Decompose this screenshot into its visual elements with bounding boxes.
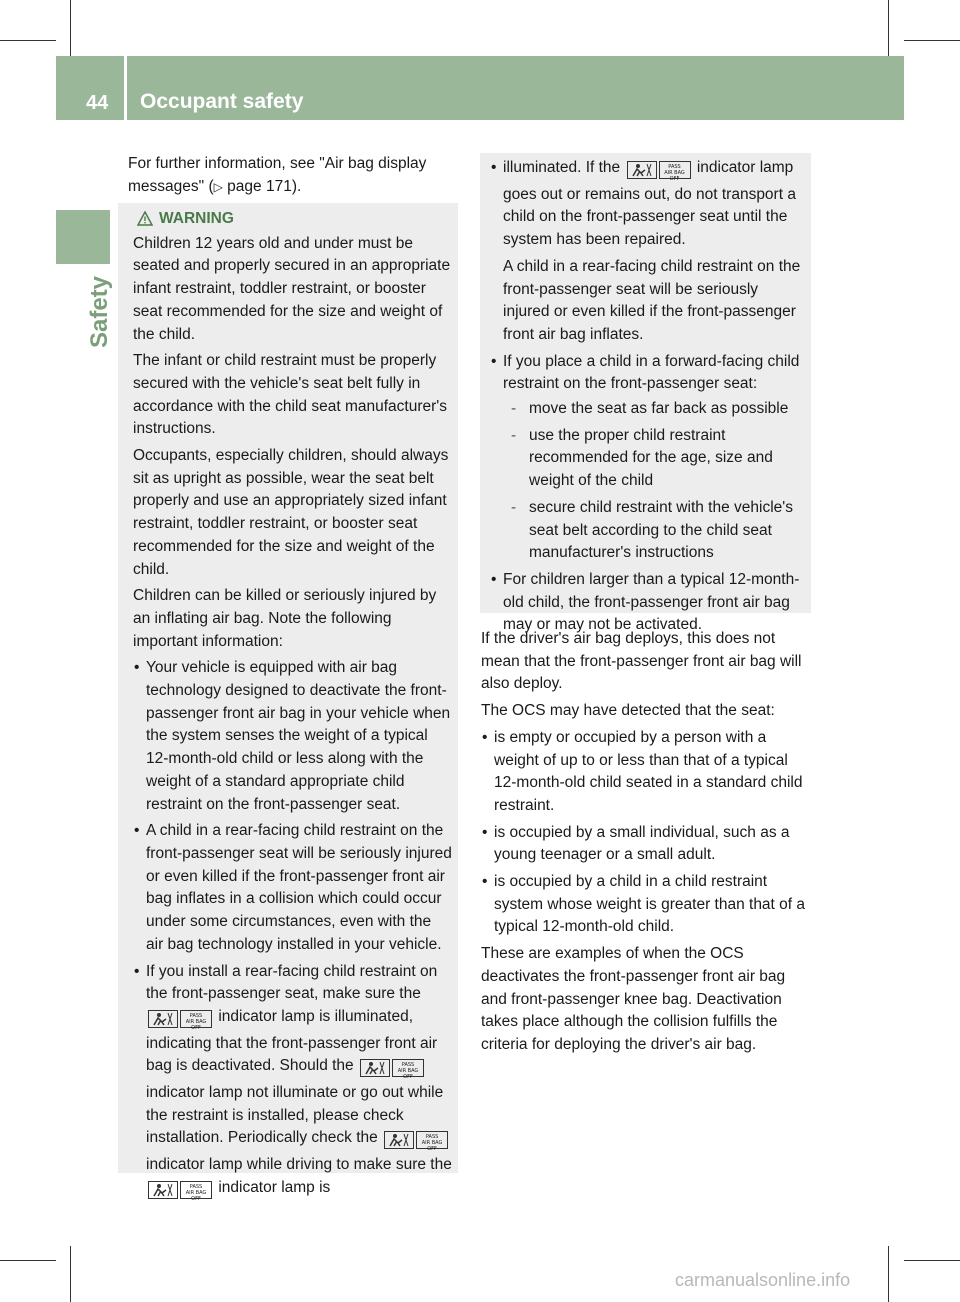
dash-item: - use the proper child restraint recommended for the age, size and weight of the child (503, 425, 807, 493)
pass-label: PASS (425, 1134, 439, 1141)
warning-heading (133, 208, 452, 231)
warning-content (133, 208, 452, 1208)
warning-bullet-list (133, 657, 452, 1203)
list-item: • For children larger than a typical 12-month-old child, the front-passenger front air bag may or may not be activated. (490, 569, 807, 637)
watermark: carmanualsonline.info (675, 1270, 851, 1290)
list-item-text: indicator lamp is illuminated, indicating that the front-passenger front air bag is deactivated. Should the (146, 1007, 438, 1075)
list-item-text: indicator lamp goes out or remains out, do not transport a child on the front-passenger seat until the system has been repaired. (503, 159, 796, 249)
list-item: • A child in a rear-facing child restraint on the front-passenger seat will be seriously injured or even killed if the front-passenger front air bag inflates in a collision which could occur under some circumstances, even with the air bag technology installed in your vehicle. (133, 820, 452, 956)
dash-item: - move the seat as far back as possible (503, 398, 807, 421)
list-item-continued (490, 157, 807, 252)
dash-item: - secure child restraint with the vehicle's seat belt according to the child seat manufacturer's instructions (503, 497, 807, 565)
section-title: Occupant safety (140, 90, 304, 113)
crop-mark (70, 0, 71, 56)
warning-paragraph: The infant or child restraint must be properly secured with the vehicle's seat belt fully in accordance with the child seat manufacturer's instructions. (133, 352, 447, 438)
list-item: • Your vehicle is equipped with air bag technology designed to deactivate the front-passenger front air bag in your vehicle when the system senses the weight of a typical 12-month-old child or less along with the weight of a standard appropriate child restraint on the front-passenger seat. (133, 657, 452, 816)
list-item: • is occupied by a small individual, such as a young teenager or a small adult. (481, 822, 813, 867)
crop-mark (0, 1260, 56, 1261)
list-item-text: illuminated. If the (503, 159, 621, 176)
list-item: • is occupied by a child in a child restraint system whose weight is greater than that of a typical 12-month-old child. (481, 871, 813, 939)
triangle-arrow-icon: ▷ (213, 179, 223, 194)
airbag-off-label: AIR BAG OFF (397, 1068, 419, 1081)
warning-bullet-list (490, 157, 807, 252)
airbag-off-seat-icon (360, 1059, 424, 1082)
page-number: 44 (86, 92, 109, 114)
airbag-off-label: AIR BAG OFF (185, 1018, 207, 1031)
crop-mark (70, 1246, 71, 1302)
body-paragraph: The OCS may have detected that the seat: (481, 702, 775, 720)
list-item: • is empty or occupied by a person with a weight of up to or less than that of a typical 12-month-old child seated in a standard child restraint. (481, 727, 813, 818)
airbag-off-seat-icon (384, 1131, 448, 1154)
side-tab-box (56, 210, 110, 264)
warning-title: WARNING (159, 210, 234, 227)
warning-paragraph: Children can be killed or seriously injured by an inflating air bag. Note the following important information: (133, 587, 437, 650)
list-item-text: indicator lamp while driving to make sure the (146, 1156, 452, 1174)
list-item-text: If you install a rear-facing child restraint on the front-passenger seat, make sure the (146, 962, 438, 1003)
airbag-off-label: AIR BAG OFF (664, 170, 685, 182)
warning-paragraph: Children 12 years old and under must be seated and properly secured in an appropriate infant restraint, toddler restraint, or booster seat recommended for the size and weight of the child. (133, 234, 451, 343)
airbag-off-seat-icon (148, 1181, 212, 1204)
airbag-off-seat-icon (148, 1010, 212, 1033)
crop-mark (904, 1260, 960, 1261)
airbag-off-label: AIR BAG OFF (185, 1189, 207, 1202)
list-item (490, 351, 807, 565)
side-tab-label: Safety (86, 275, 113, 348)
pass-label: PASS (668, 164, 681, 170)
airbag-off-label: AIR BAG OFF (421, 1140, 443, 1153)
warning-paragraph: A child in a rear-facing child restraint on the front-passenger seat will be seriously injured or even killed if the front-passenger front air bag inflates. (503, 257, 801, 343)
crop-mark (888, 0, 889, 56)
body-paragraph: If the driver's air bag deploys, this does not mean that the front-passenger front air bag will also deploy. (481, 630, 802, 693)
pass-label: PASS (189, 1183, 203, 1190)
list-item-text: If you place a child in a forward-facing child restraint on the front-passenger seat: (503, 352, 800, 393)
warning-bullet-list (490, 351, 807, 637)
body-bullet-list (481, 727, 813, 939)
pass-label: PASS (401, 1062, 415, 1069)
airbag-off-seat-icon (627, 161, 691, 184)
warning-paragraph: Occupants, especially children, should always sit as upright as possible, wear the seat belt properly and use an appropriately sized infant restraint, toddler restraint, or booster seat recommended for the size and weight of the child. (133, 447, 449, 578)
dash-list (503, 398, 807, 565)
warning-triangle-icon (137, 211, 153, 227)
pass-label: PASS (189, 1012, 203, 1019)
list-item-text: indicator lamp is (218, 1178, 331, 1196)
header-divider (124, 56, 127, 120)
list-item (133, 961, 452, 1204)
intro-page-link[interactable]: page 171). (222, 177, 302, 195)
body-paragraph: These are examples of when the OCS deactivates the front-passenger front air bag and front-passenger knee bag. Deactivation takes place although the collision fulfills the criteria for deploying the driver's air bag. (481, 945, 786, 1053)
intro-text-before: For further information, see "Air bag display messages" ( (128, 155, 427, 195)
warning-content-continued (490, 157, 807, 641)
crop-mark (904, 40, 960, 41)
intro-paragraph (128, 153, 458, 202)
main-content (481, 628, 813, 1061)
crop-mark (888, 1246, 889, 1302)
list-item-text: indicator lamp not illuminate or go out while the restraint is installed, please check installation. Periodically check the (146, 1084, 444, 1147)
crop-mark (0, 40, 56, 41)
